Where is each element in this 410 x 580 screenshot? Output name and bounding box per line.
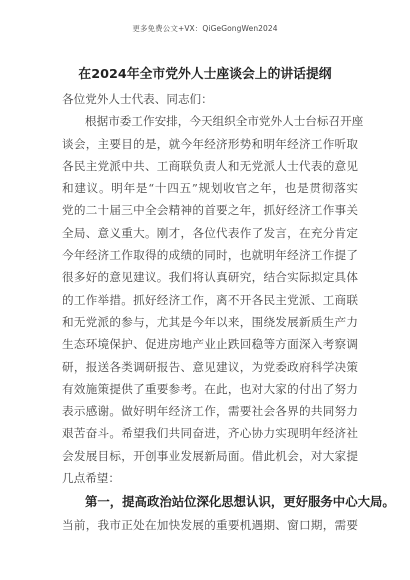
document-body bbox=[62, 88, 395, 536]
paragraph-line: 全局、意义重大。刚才，各位代表作了发言，在充分肯定 bbox=[62, 225, 358, 240]
paragraph-1 bbox=[62, 110, 364, 489]
paragraph-line: 根据市委工作安排，今天组织全市党外人士台标召开座 bbox=[85, 114, 364, 129]
document-title: 在2024年全市党外人士座谈会上的讲话提纲 bbox=[78, 67, 332, 82]
paragraph-line: 谈会，主要目的是，就今年经济形势和明年经济工作听取 bbox=[62, 136, 358, 151]
paragraph-line: 党的二十届三中全会精神的首要之年，抓好经济工作事关 bbox=[62, 203, 358, 218]
paragraph-line: 艰苦奋斗。希望我们共同奋进，齐心协力实现明年经济社 bbox=[62, 426, 358, 441]
paragraph-line: 今年经济工作取得的成绩的同时，也就明年经济工作提了 bbox=[62, 248, 358, 263]
paragraph-line: 和建议。明年是“十四五”规划收官之年，也是贯彻落实 bbox=[62, 181, 358, 196]
paragraph-2 bbox=[62, 514, 358, 536]
paragraph-line: 当前，我市正处在加快发展的重要机遇期、窗口期，需要 bbox=[62, 517, 358, 532]
salutation: 各位党外人士代表、同志们： bbox=[62, 92, 213, 106]
paragraph-line: 会发展目标，开创事业发展新局面。借此机会，对大家提 bbox=[62, 448, 358, 463]
paragraph-line: 的工作举措。抓好经济工作，离不开各民主党派、工商联 bbox=[62, 292, 358, 307]
paragraph-line: 研，报送各类调研报告、意见建议，为党委政府科学决策 bbox=[62, 359, 358, 374]
paragraph-line: 很多好的意见建议。我们将认真研究，结合实际拟定具体 bbox=[62, 270, 358, 285]
paragraph-line: 各民主党派中共、工商联负责人和无党派人士代表的意见 bbox=[62, 158, 358, 173]
paragraph-line: 和无党派的参与，尤其是今年以来，围绕发展新质生产力 bbox=[62, 314, 358, 329]
section-heading-1: 第一，提高政治站位深化思想认识，更好服务中心大局。 bbox=[85, 494, 395, 510]
paragraph-line: 几点希望： bbox=[62, 471, 120, 486]
header-watermark: 更多免费公文+VX：QiGeGongWen2024 bbox=[132, 24, 278, 33]
paragraph-line: 表示感谢。做好明年经济工作，需要社会各界的共同努力 bbox=[62, 404, 358, 419]
paragraph-line: 有效施策提供了重要参考。在此，也对大家的付出了努力 bbox=[62, 381, 358, 396]
paragraph-line: 生态环境保护、促进房地产业止跌回稳等方面深入考察调 bbox=[62, 337, 358, 352]
